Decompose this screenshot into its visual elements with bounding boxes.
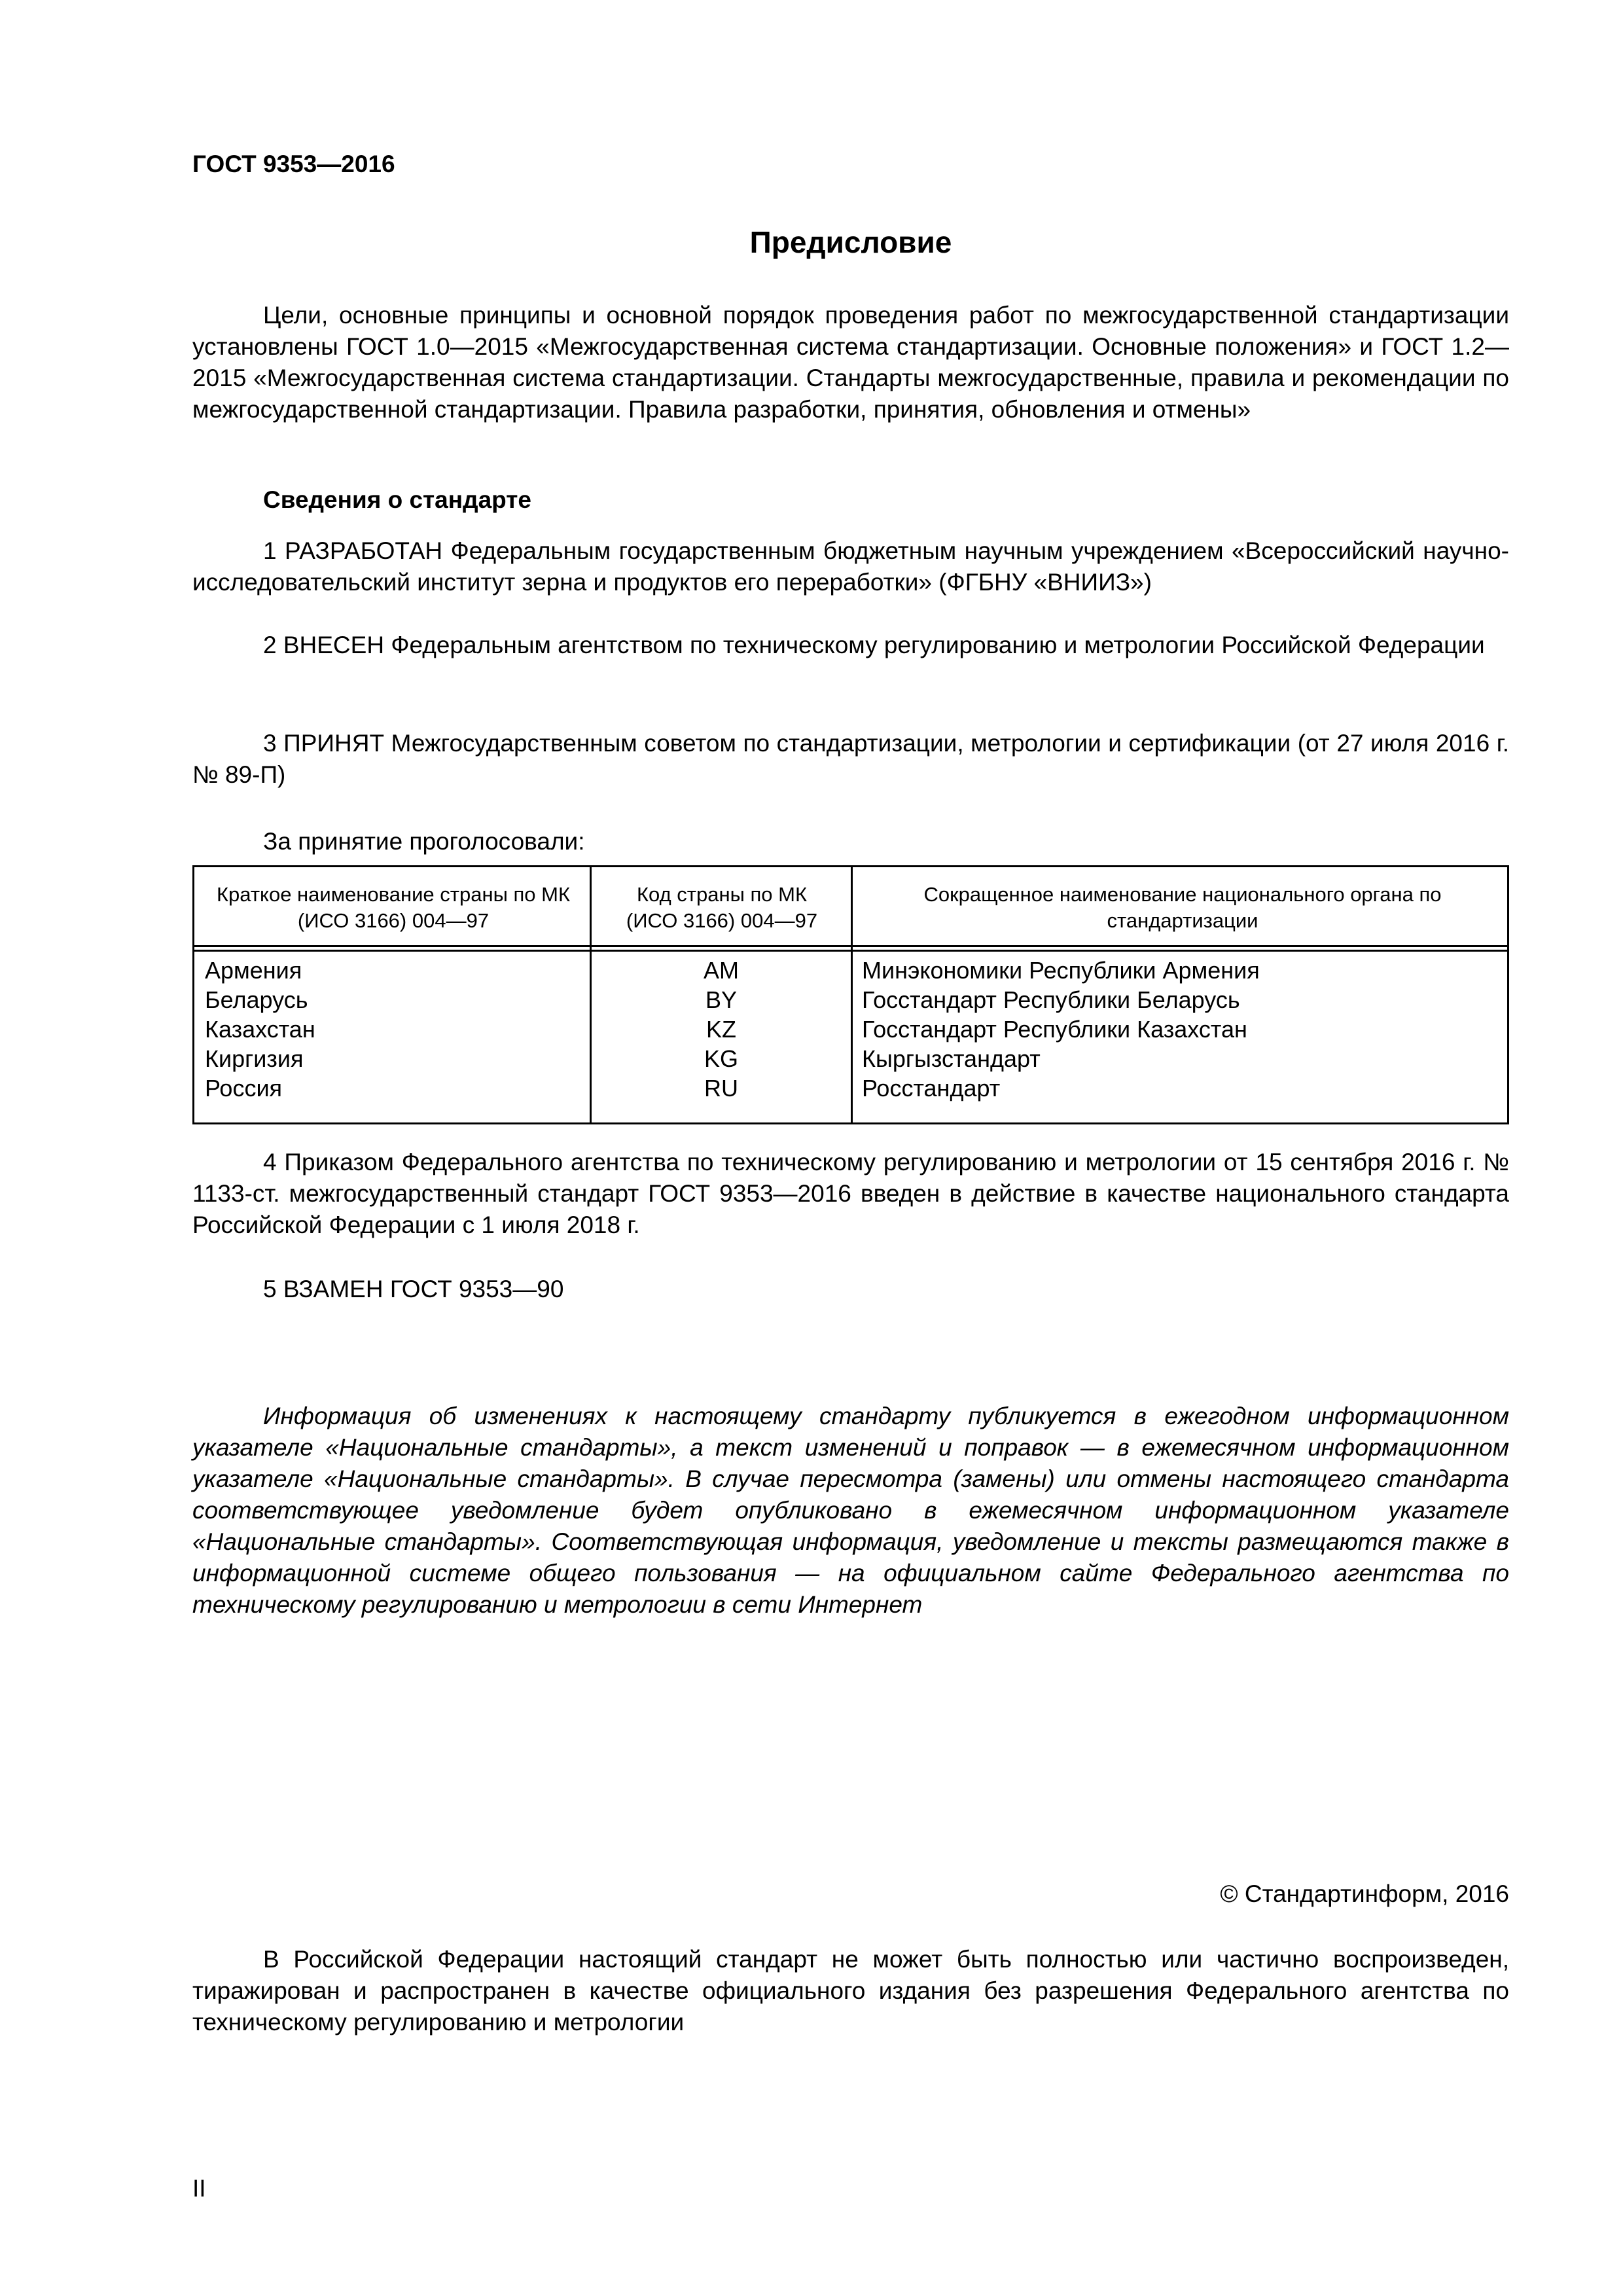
table-cell-body: Кыргызстандарт — [862, 1045, 1041, 1072]
voting-table — [192, 865, 1509, 1124]
table-header-rule — [194, 950, 1507, 952]
info-heading: Сведения о стандарте — [263, 486, 531, 513]
item-1-developed: 1 РАЗРАБОТАН Федеральным государственным бюджетным научным учреждением «Всероссийский научно-исследовательский институт зерна и продуктов его переработки» (ФГБНУ «ВНИИЗ») — [192, 537, 1509, 596]
item-5-replaces: 5 ВЗАМЕН ГОСТ 9353—90 — [263, 1276, 564, 1302]
table-cell-body: Госстандарт Республики Казахстан — [862, 1016, 1247, 1043]
table-cell-code: AM — [704, 957, 739, 984]
table-cell-code: BY — [705, 986, 738, 1013]
table-header-code: Код страны по МК (ИСО 3166) 004—97 — [626, 883, 818, 932]
table-cell-body: Госстандарт Республики Беларусь — [862, 986, 1240, 1013]
table-column-body — [862, 956, 1503, 1103]
table-header-country: Краткое наименование страны по МК (ИСО 3166) 004—97 — [216, 883, 571, 932]
changes-notice: Информация об изменениях к настоящему стандарту публикуется в ежегодном информационном указателе «Национальные стандарты», а текст изменений и поправок — в ежемесячном информационном указателе «Национальные стандарты». В случае пересмотра (замены) или отмены настоящего стандарта соответствующее уведомление будет опубликовано в ежемесячном информационном указателе «Национальные стандарты». Соответствующая информация, уведомление и тексты размещаются также в информационной системе общего пользования — на официальном сайте Федерального агентства по техническому регулированию и метрологии в сети Интернет — [192, 1403, 1509, 1618]
table-cell-country: Беларусь — [205, 986, 308, 1013]
table-cell-code: RU — [704, 1075, 738, 1102]
table-cell-code: KG — [704, 1045, 738, 1072]
reproduction-notice: В Российской Федерации настоящий стандарт не может быть полностью или частично воспроизведен, тиражирован и распространен в качестве официального издания без разрешения Федерального агентства по техническому регулированию и метрологии — [192, 1946, 1509, 2036]
vote-intro: За принятие проголосовали: — [263, 828, 585, 855]
table-cell-country: Киргизия — [205, 1045, 304, 1072]
intro-paragraph: Цели, основные принципы и основной порядок проведения работ по межгосударственной стандартизации установлены ГОСТ 1.0—2015 «Межгосударственная система стандартизации. Основные положения» и ГОСТ 1.2—2015 «Межгосударственная система стандартизации. Стандарты межгосударственные, правила и рекомендации по межгосударственной стандартизации. Правила разработки, принятия, обновления и отмены» — [192, 302, 1509, 423]
table-header-rule — [194, 945, 1507, 947]
item-4-order: 4 Приказом Федерального агентства по техническому регулированию и метрологии от 15 сентября 2016 г. № 1133-ст. межгосударственный стандарт ГОСТ 9353—2016 введен в действие в качестве национального стандарта Российской Федерации с 1 июля 2018 г. — [192, 1149, 1509, 1238]
item-2-submitted: 2 ВНЕСЕН Федеральным агентством по техническому регулированию и метрологии Российской Федерации — [263, 632, 1485, 658]
table-cell-country: Армения — [205, 957, 302, 984]
standard-code: ГОСТ 9353—2016 — [192, 151, 395, 177]
table-column-country — [205, 956, 584, 1103]
page-number: II — [192, 2175, 206, 2202]
table-column-code — [592, 956, 851, 1103]
table-column-divider — [851, 867, 853, 1122]
table-cell-country: Казахстан — [205, 1016, 315, 1043]
table-cell-code: KZ — [705, 1016, 736, 1043]
table-cell-body: Росстандарт — [862, 1075, 1001, 1102]
table-header-body: Сокращенное наименование национального органа по стандартизации — [923, 883, 1442, 932]
item-3-adopted: 3 ПРИНЯТ Межгосударственным советом по стандартизации, метрологии и сертификации (от 27 июля 2016 г. № 89-П) — [192, 730, 1509, 788]
copyright-line: © Стандартинформ, 2016 — [1220, 1880, 1509, 1907]
table-cell-body: Минэкономики Республики Армения — [862, 957, 1260, 984]
page-title: Предисловие — [749, 225, 952, 259]
table-cell-country: Россия — [205, 1075, 283, 1102]
